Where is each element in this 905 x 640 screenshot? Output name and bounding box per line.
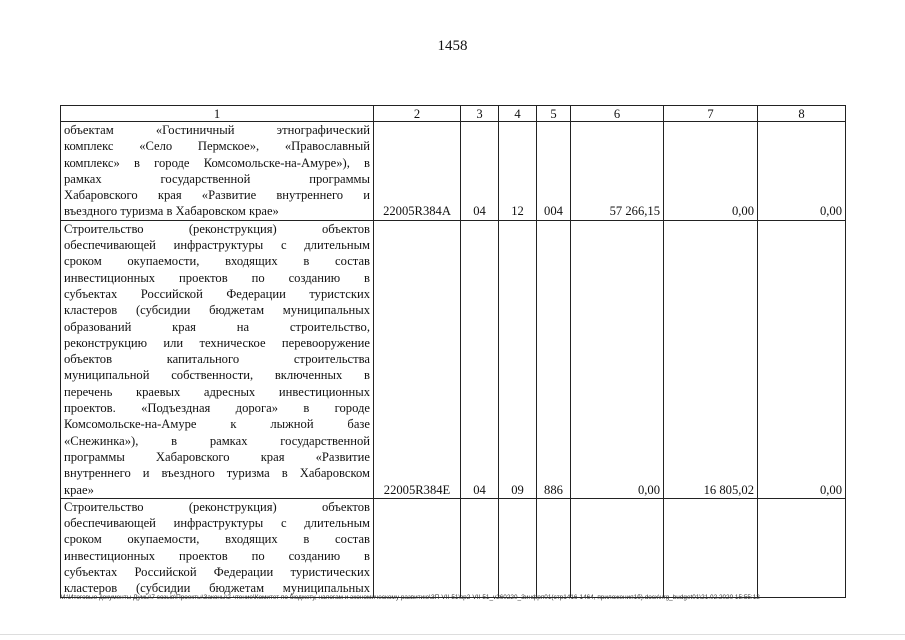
description-line: Комсомольске-на-Амуре к лыжной базе xyxy=(64,417,370,432)
description-line: крае» xyxy=(64,482,94,497)
description-line: инвестиционных проектов по созданию в xyxy=(64,548,370,563)
row-description xyxy=(61,498,374,597)
column-header-7: 7 xyxy=(664,106,758,122)
description-line: комплекс» в городе Комсомольске-на-Амуре»), в xyxy=(64,155,370,170)
description-line: объектам «Гостиничный этнографический xyxy=(64,123,370,137)
amount-col6-cell xyxy=(571,498,664,597)
description-line: сроком окупаемости, входящих в состав xyxy=(64,254,370,269)
description-line: Строительство (реконструкция) объектов xyxy=(64,221,370,236)
column-header-1: 1 xyxy=(61,106,374,122)
column-header-4: 4 xyxy=(499,106,537,122)
column-header-3: 3 xyxy=(461,106,499,122)
amount-col7-cell xyxy=(664,498,758,597)
bottom-rule xyxy=(0,634,905,635)
subsection-cell xyxy=(499,498,537,597)
description-line: реконструкцию или техническое перевооружение xyxy=(64,335,370,350)
budget-table xyxy=(60,105,846,598)
section-cell xyxy=(461,498,499,597)
table-row xyxy=(61,122,846,221)
column-header-6: 6 xyxy=(571,106,664,122)
description-line: образований края на строительство, xyxy=(64,319,370,334)
amount-col8-cell xyxy=(758,498,846,597)
description-line: Строительство (реконструкция) объектов xyxy=(64,499,370,514)
subsection-cell: 09 xyxy=(499,220,537,498)
description-line: муниципальной собственности, включенных в xyxy=(64,368,370,383)
subsection-cell: 12 xyxy=(499,122,537,221)
description-line: проектов. «Подъездная дорога» в городе xyxy=(64,401,370,416)
amount-col6-cell: 0,00 xyxy=(571,220,664,498)
row-description xyxy=(61,220,374,498)
amount-col8-cell: 0,00 xyxy=(758,220,846,498)
description-line: Хабаровского края «Развитие внутреннего и xyxy=(64,188,370,203)
column-header-8: 8 xyxy=(758,106,846,122)
page-number: 1458 xyxy=(437,38,468,54)
description-line: кластеров (субсидии бюджетам муниципальных xyxy=(64,303,370,318)
description-line: рамках государственной программы xyxy=(64,171,370,186)
expense-type-cell: 886 xyxy=(537,220,571,498)
column-header-2: 2 xyxy=(374,106,461,122)
amount-col6-cell: 57 266,15 xyxy=(571,122,664,221)
description-line: сроком окупаемости, входящих в состав xyxy=(64,532,370,547)
description-line: субъектах Российской Федерации туристических xyxy=(64,565,370,580)
description-line: программы Хабаровского края «Развитие xyxy=(64,449,370,464)
description-line: субъектах Российской Федерации туристских xyxy=(64,286,370,301)
description-line: внутреннего и въездного туризма в Хабаровском xyxy=(64,466,370,481)
expense-type-cell: 004 xyxy=(537,122,571,221)
description-line: комплекс «Село Пермское», «Православный xyxy=(64,139,370,154)
amount-col8-cell: 0,00 xyxy=(758,122,846,221)
description-line: перечень краевых адресных инвестиционных xyxy=(64,384,370,399)
footer-file-path: М:\Итоговые документы Думы\7 созыв\Проекты\Законы\2 чтение\Комитет по бюджету, налогам и экономическому развитию\ЗП-VII-51\зр2-VII-51_v260220_Зинфрп01(стр1416-1464, приложения1б).docx\нrg_budget01\21.02.2020 15:55:12 xyxy=(60,594,760,601)
description-line: «Снежинка»), в рамках государственной xyxy=(64,433,370,448)
section-cell: 04 xyxy=(461,220,499,498)
target-code-cell: 22005R384A xyxy=(374,122,461,221)
description-line: кластеров (субсидии бюджетам муниципальных xyxy=(64,581,370,596)
section-cell: 04 xyxy=(461,122,499,221)
amount-col7-cell: 16 805,02 xyxy=(664,220,758,498)
description-line: объектов капитального строительства xyxy=(64,352,370,367)
column-header-5: 5 xyxy=(537,106,571,122)
table-row xyxy=(61,498,846,597)
table-body xyxy=(61,122,846,598)
description-line: инвестиционных проектов по созданию в xyxy=(64,270,370,285)
table-row xyxy=(61,220,846,498)
expense-type-cell xyxy=(537,498,571,597)
target-code-cell xyxy=(374,498,461,597)
target-code-cell: 22005R384E xyxy=(374,220,461,498)
description-line: обеспечивающей инфраструктуры с длительным xyxy=(64,516,370,531)
description-line: въездного туризма в Хабаровском крае» xyxy=(64,204,279,219)
row-description xyxy=(61,122,374,221)
amount-col7-cell: 0,00 xyxy=(664,122,758,221)
table-header-row xyxy=(61,106,846,122)
description-line: обеспечивающей инфраструктуры с длительным xyxy=(64,238,370,253)
